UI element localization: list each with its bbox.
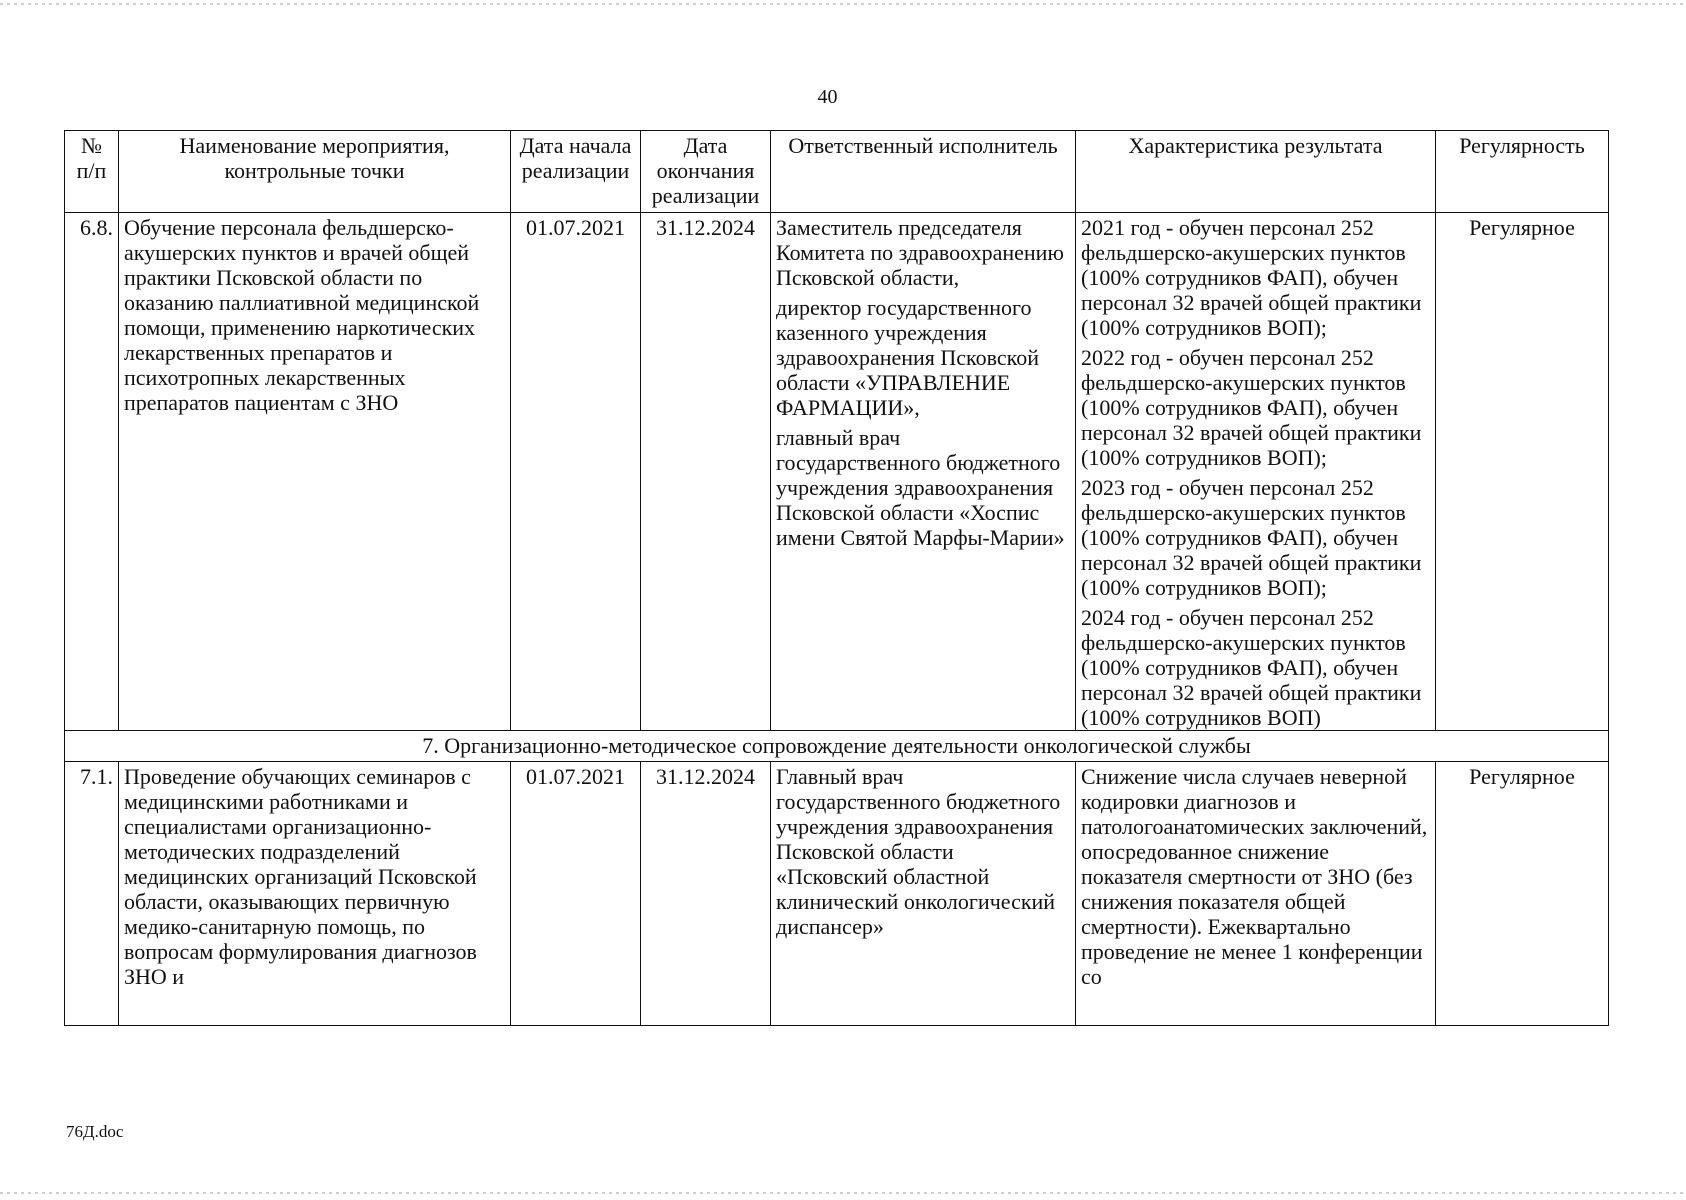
section-row <box>65 731 1609 762</box>
start-date: 01.07.2021 <box>511 213 641 731</box>
table-row <box>65 762 1609 1026</box>
section-heading: 7. Организационно-методическое сопровождение деятельности онкологической службы <box>65 731 1609 762</box>
plan-table <box>64 130 1609 1026</box>
responsible-cell: Главный врач государственного бюджетного учреждения здравоохранения Псковской области «Псковский областной клинический онкологический диспансер» <box>771 762 1076 1026</box>
responsible-cell <box>771 213 1076 731</box>
event-name: Проведение обучающих семинаров с медицинскими работниками и специалистами организационно-методических подразделений медицинских организаций Псковской области, оказывающих первичную медико-санитарную помощь, по вопросам формулирования диагнозов ЗНО и <box>119 762 511 1026</box>
result-item: 2024 год - обучен персонал 252 фельдшерско-акушерских пунктов (100% сотрудников ФАП), обучен персонал 32 врачей общей практики (100% сотрудников ВОП) <box>1081 605 1422 730</box>
header-start-date: Дата начала реализации <box>511 131 641 213</box>
regularity: Регулярное <box>1436 762 1609 1026</box>
end-date: 31.12.2024 <box>641 213 771 731</box>
table-header-row <box>65 131 1609 213</box>
result-item: 2023 год - обучен персонал 252 фельдшерско-акушерских пунктов (100% сотрудников ФАП), обучен персонал 32 врачей общей практики (100% сотрудников ВОП); <box>1081 475 1422 600</box>
result-item: 2022 год - обучен персонал 252 фельдшерско-акушерских пунктов (100% сотрудников ФАП), обучен персонал 32 врачей общей практики (100% сотрудников ВОП); <box>1081 345 1422 470</box>
page-number: 40 <box>817 86 838 108</box>
header-responsible: Ответственный исполнитель <box>771 131 1076 213</box>
header-num: № п/п <box>65 131 119 213</box>
start-date: 01.07.2021 <box>511 762 641 1026</box>
header-name: Наименование мероприятия, контрольные точки <box>119 131 511 213</box>
header-regularity: Регулярность <box>1436 131 1609 213</box>
scan-edge-top <box>0 3 1686 5</box>
row-number: 7.1. <box>65 762 119 1026</box>
scan-edge-bottom <box>0 1192 1686 1194</box>
result-cell: Снижение числа случаев неверной кодировки диагнозов и патологоанатомических заключений, опосредованное снижение показателя смертности от ЗНО (без снижения показателя общей смертности). Ежеквартально проведение не менее 1 конференции со <box>1076 762 1436 1026</box>
row-number: 6.8. <box>65 213 119 731</box>
responsible-item: главный врач государственного бюджетного учреждения здравоохранения Псковской области «Хоспис имени Святой Марфы-Марии» <box>776 425 1065 550</box>
result-cell <box>1076 213 1436 731</box>
table-row <box>65 213 1609 731</box>
header-result: Характеристика результата <box>1076 131 1436 213</box>
header-end-date: Дата окончания реализации <box>641 131 771 213</box>
file-name-footer: 76Д.doc <box>66 1122 124 1141</box>
responsible-item: директор государственного казенного учреждения здравоохранения Псковской области «УПРАВЛЕНИЕ ФАРМАЦИИ», <box>776 295 1040 420</box>
event-name: Обучение персонала фельдшерско-акушерских пунктов и врачей общей практики Псковской области по оказанию паллиативной медицинской помощи, применению наркотических лекарственных препаратов и психотропных лекарственных препаратов пациентам с ЗНО <box>119 213 511 731</box>
result-item: 2021 год - обучен персонал 252 фельдшерско-акушерских пунктов (100% сотрудников ФАП), обучен персонал 32 врачей общей практики (100% сотрудников ВОП); <box>1081 215 1422 340</box>
responsible-item: Заместитель председателя Комитета по здравоохранению Псковской области, <box>776 215 1064 290</box>
end-date: 31.12.2024 <box>641 762 771 1026</box>
regularity: Регулярное <box>1436 213 1609 731</box>
